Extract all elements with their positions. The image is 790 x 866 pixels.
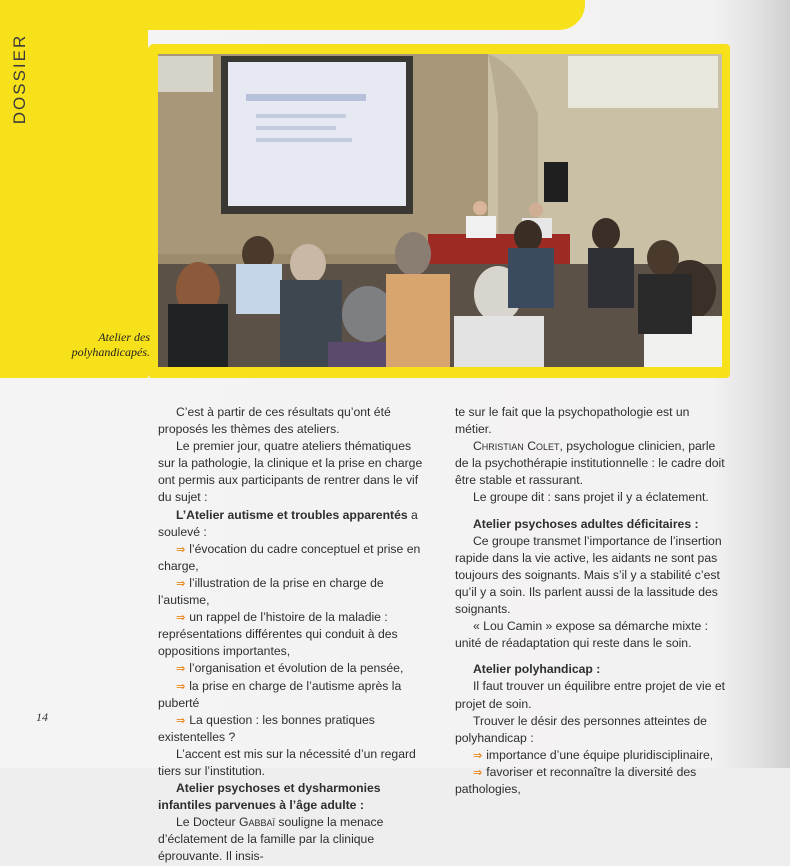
bullet-item: ⇒ importance d’une équipe pluridisciplinaire, [473, 747, 714, 762]
paragraph: Trouver le désir des personnes atteintes de polyhandicap : [455, 713, 707, 745]
top-yellow-band [0, 0, 585, 30]
paragraph: « Lou Camin » expose sa démarche mixte : unité de réadaptation qui reste dans le soin. [455, 619, 709, 651]
arrow-icon: ⇒ [473, 748, 483, 762]
photo-caption: Atelier des polyhandicapés. [71, 330, 150, 359]
bullet-item: ⇒ La question : les bonnes pratiques existentelles ? [158, 712, 375, 744]
bullet-item: ⇒ l’organisation et évolution de la pensée, [176, 661, 404, 676]
paragraph: L’accent est mis sur la nécessité d’un regard tiers sur l’institution. [158, 746, 416, 778]
arrow-icon: ⇒ [176, 713, 186, 727]
text-column-left [158, 404, 431, 866]
bullet-item: ⇒ l’illustration de la prise en charge de l’autisme, [158, 575, 384, 608]
bullet-item: ⇒ un rappel de l’histoire de la maladie : représentations différentes qui conduit à des oppositions importantes, [158, 610, 398, 659]
paragraph: Christian Colet, psychologue clinicien, parle de la psychothérapie institutionnelle : le cadre doit être stable et rassurant. [455, 439, 725, 488]
section-label: DOSSIER [10, 33, 29, 125]
arrow-icon: ⇒ [176, 679, 186, 693]
workshop-heading: Atelier psychoses adultes déficitaires : [473, 516, 699, 531]
workshop-heading: Atelier polyhandicap : [473, 662, 601, 677]
paragraph: Ce groupe transmet l’importance de l’insertion rapide dans la vie active, les aidants ne sont pas toujours des soignants. Mais s’il y a stabilité c’est qu’il y a soin. Ils parlent aussi de la lassitude des soignants. [455, 533, 722, 617]
workshop-heading: Atelier psychoses et dysharmonies infantiles parvenues à l’âge adulte : [158, 781, 381, 813]
arrow-icon: ⇒ [176, 611, 186, 625]
arrow-icon: ⇒ [176, 542, 186, 556]
workshop-heading: L’Atelier autisme et troubles apparentés a soulevé : [158, 507, 418, 539]
paragraph: te sur le fait que la psychopathologie est un métier. [455, 405, 690, 437]
arrow-icon: ⇒ [473, 765, 483, 779]
arrow-icon: ⇒ [176, 662, 186, 676]
paragraph: Le groupe dit : sans projet il y a éclatement. [473, 490, 709, 505]
arrow-icon: ⇒ [176, 576, 186, 590]
page-number: 14 [36, 710, 48, 724]
bullet-item: ⇒ la prise en charge de l’autisme après la puberté [158, 678, 402, 710]
paragraph: C’est à partir de ces résultats qu’ont été proposés les thèmes des ateliers. [158, 405, 391, 437]
bullet-item: ⇒ l’évocation du cadre conceptuel et prise en charge, [158, 541, 421, 573]
yellow-side-panel-base [0, 370, 148, 378]
workshop-photo [158, 54, 722, 367]
paragraph: Il faut trouver un équilibre entre projet de vie et projet de soin. [455, 679, 726, 711]
bullet-item: ⇒ favoriser et reconnaître la diversité des pathologies, [455, 764, 697, 796]
paragraph: Le premier jour, quatre ateliers thématiques sur la pathologie, la clinique et la prise en charge ont permis aux participants de rentrer dans le vif du sujet : [158, 439, 423, 505]
conference-room-image [158, 54, 722, 367]
text-column-right [455, 404, 728, 798]
paragraph: Le Docteur Gabbaï souligne la menace d’éclatement de la famille par la clinique éprouvante. Il insis- [158, 815, 384, 864]
